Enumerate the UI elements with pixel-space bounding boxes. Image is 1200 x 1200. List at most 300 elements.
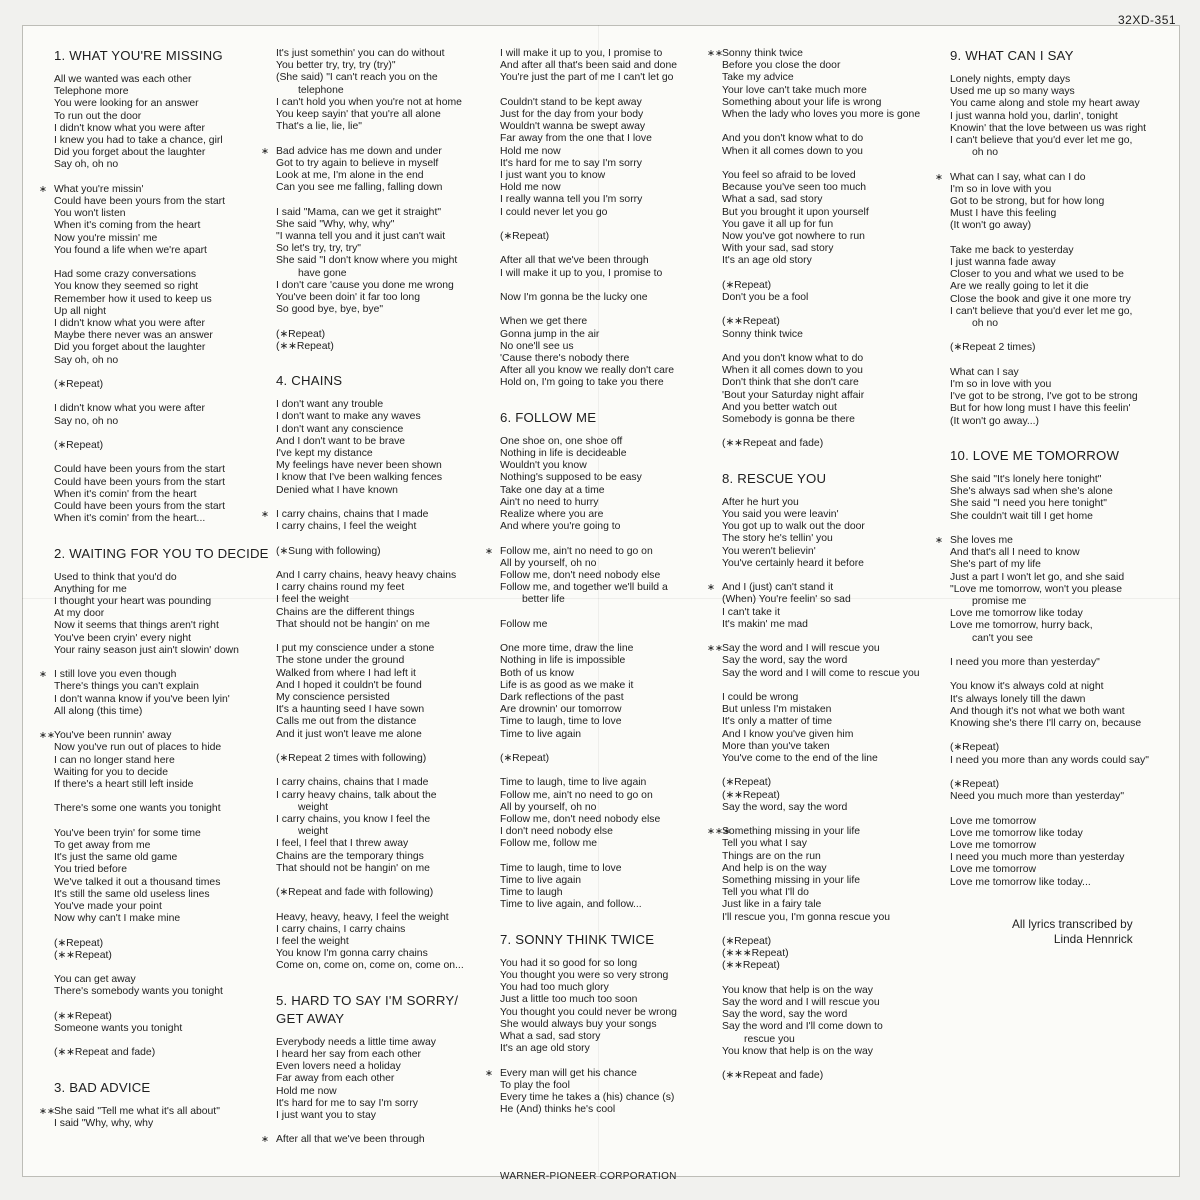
lyric-line: Your rainy season just ain't slowin' down [54,644,239,656]
stanza-gap [500,85,677,97]
lyric-line: Say the word and I will rescue you [722,997,880,1009]
lyric-line: Just for the day from your body [500,109,644,120]
lyric-line: I've kept my distance [276,448,373,460]
lyric-line: She said "Why, why, why" [276,218,395,230]
lyric-line: I knew you had to take a chance, girl [54,135,223,147]
lyric-line: You tried before [54,864,127,876]
lyric-line: You're just the part of me I can't let go [500,72,674,84]
lyric-line: I carry heavy chains, talk about the [276,789,437,801]
lyric-line: All by yourself, oh no [500,557,597,569]
lyric-line: I didn't know what you were after [54,122,205,134]
lyrics-column-1 [54,48,269,1130]
lyric-line: Everybody needs a little time away [276,1036,436,1048]
lyric-line: To play the fool [500,1079,570,1091]
stanza-gap [950,730,1149,742]
lyric-line: Could have been yours from the start [54,501,225,513]
lyric-line: Something about your life is wrong [722,96,882,108]
stanza-gap [722,765,920,777]
stanza-gap [54,999,269,1011]
lyric-line: (∗∗Repeat) [722,789,780,801]
lyric-line: (It won't go away) [950,220,1032,232]
lyric-line: You found a life when we're apart [54,244,207,256]
lyric-line: ∗ Every man will get his chance [500,1068,677,1080]
lyric-line: I need you much more than yesterday [950,852,1125,864]
lyric-line: Say no, oh no [54,415,119,427]
lyric-line: Could have been yours from the start [54,196,225,208]
song-title: 5. HARD TO SAY I'M SORRY/ [276,992,459,1008]
song-title: 4. CHAINS [276,373,343,389]
lyric-line: (∗Repeat) [722,279,772,291]
lyric-line: Heavy, heavy, heavy, I feel the weight [276,911,449,923]
lyric-line: I don't want to make any waves [276,411,421,423]
lyric-line: She said "I don't know where you might [276,255,458,267]
lyric-line: It's hard for me to say I'm sorry [500,157,642,169]
lyrics-column-2 [276,48,464,1147]
lyric-line: She's always sad when she's alone [950,486,1113,498]
lyric-line: She said "It's lonely here tonight" [950,474,1102,486]
lyric-line: It's just somethin' you can do without [276,48,445,59]
lyric-line: It's just the same old game [54,852,178,864]
lyric-line: I don't want any trouble [276,399,384,411]
lyric-line: And I don't want to be brave [276,435,406,447]
stanza-gap [276,1122,464,1134]
lyric-line: All we wanted was each other [54,74,192,85]
lyric-line: Chains are the different things [276,606,415,618]
lyric-line: After all that we've been through [500,255,649,267]
lyric-line: That should not be hangin' on me [276,618,430,630]
stanza-gap [54,428,269,440]
lyric-line: That should not be hangin' on me [276,862,430,874]
lyric-line: ∗ And I (just) can't stand it [722,582,920,594]
lyric-line: Say the word, say the word [722,655,848,667]
lyric-line: Love me tomorrow [950,840,1037,852]
stanza-gap [54,791,269,803]
lyric-line: Love me tomorrow like today [950,608,1083,620]
lyric-line: And I carry chains, heavy heavy chains [276,570,457,582]
lyric-line: I know that I've been walking fences [276,472,443,484]
lyrics-column-3 [500,48,677,1116]
lyric-line: I could be wrong [722,692,799,703]
lyric-line: And help is on the way [722,862,827,874]
lyric-line: I thought your heart was pounding [54,596,212,608]
lyric-line: You've been doin' it far too long [276,292,420,304]
lyric-line: I'm so in love with you [950,183,1052,195]
lyric-line: Something missing in your life [722,875,861,887]
lyric-line: Knowin' that the love between us was right [950,122,1147,134]
lyric-line: oh no [972,147,999,159]
lyric-line: You keep sayin' that you're all alone [276,109,441,121]
lyric-line: Denied what I have known [276,484,398,496]
lyric-line: Follow me, ain't no need to go on [500,789,653,801]
lyric-line: Love me tomorrow [950,864,1037,876]
lyric-line: It's a haunting seed I have sown [276,704,425,716]
lyric-line: I will make it up to you, I promise to [500,48,663,59]
lyric-line: (∗Repeat) [722,936,772,948]
stanza-gap [722,121,920,133]
lyric-line: You feel so afraid to be loved [722,170,856,181]
lyric-line: So good bye, bye, bye" [276,304,384,316]
stanza-gap [276,133,464,145]
lyric-line: (∗∗Repeat) [54,949,112,961]
lyric-line: Before you close the door [722,60,841,72]
lyric-line: Say oh, oh no [54,159,119,171]
lyric-line: It's always lonely till the dawn [950,693,1086,705]
lyric-line: (It won't go away...) [950,415,1039,427]
lyric-line: (∗Sung with following) [276,545,381,557]
lyric-line: "I wanna tell you and it just can't wait [276,231,446,243]
lyric-line: Hold on, I'm going to take you there [500,377,664,389]
lyric-line: Nothing's supposed to be easy [500,472,642,484]
lyric-line: Say the word and I'll come down to [722,1021,883,1033]
lyric-line: I can't believe that you'd ever let me go, [950,305,1133,317]
lyric-line: You came along and stole my heart away [950,98,1140,110]
stanza-gap [500,280,677,292]
lyric-line: Gonna jump in the air [500,328,600,340]
stanza-gap [500,1055,677,1067]
stanza-gap [722,304,920,316]
stanza-gap [722,451,920,463]
lyric-line: After he hurt you [722,496,799,508]
lyric-line: I didn't know what you were after [54,318,205,330]
lyric-line: (∗∗Repeat) [276,340,334,352]
lyric-line: After all you know we really don't care [500,365,675,377]
lyric-line: Things are on the run [722,850,821,862]
lyric-line: Dark reflections of the past [500,692,624,704]
lyric-line: ∗ Follow me, ain't no need to go on [500,546,677,558]
lyric-line: Are drownin' our tomorrow [500,704,622,716]
lyric-line: ∗ I carry chains, chains that I made [276,509,464,521]
lyric-line: weight [298,801,329,813]
lyric-line: Could have been yours from the start [54,464,225,476]
lyric-line: Hold me now [500,145,561,157]
lyric-line: It's an age old story [500,1043,590,1055]
lyric-line: (∗Repeat) [722,777,772,789]
lyric-line: Calls me out from the distance [276,716,417,728]
lyric-line: One more time, draw the line [500,643,634,655]
song-title: 6. FOLLOW ME [500,409,597,425]
lyric-line: Time to live again [500,728,582,740]
lyric-line: When we get there [500,316,588,328]
lyric-line: It's still the same old useless lines [54,888,210,900]
lyric-line: (∗∗Repeat) [722,960,780,972]
lyric-line: Life is as good as we make it [500,679,634,691]
lyric-line: Remember how it used to keep us [54,293,212,305]
lyric-line: But you brought it upon yourself [722,206,869,218]
stanza-gap [276,741,464,753]
stanza-gap [54,816,269,828]
stanza-gap [54,391,269,403]
lyric-line: And you don't know what to do [722,353,864,364]
lyric-line: ∗ What can I say, what can I do [950,172,1149,184]
lyrics-column-5 [950,48,1149,889]
lyric-line: Say the word, say the word [722,801,848,813]
lyric-line: Tell you what I'll do [722,887,809,899]
lyric-line: You got up to walk out the door [722,521,865,533]
lyric-line: We've talked it out a thousand times [54,876,221,888]
stanza-gap [54,1060,269,1072]
lyric-line: (∗Repeat) [500,231,550,243]
song-title: 1. WHAT YOU'RE MISSING [54,48,223,63]
stanza-gap [500,851,677,863]
lyric-line: And you don't know what to do [722,133,864,145]
lyric-line: Follow me, don't need nobody else [500,570,661,582]
lyric-line: I really wanna tell you I'm sorry [500,194,643,206]
lyric-line: (∗∗Repeat and fade) [722,438,824,450]
lyric-line: Time to laugh, time to love [500,862,622,874]
lyric-line: Now you've got nowhere to run [722,231,865,243]
stanza-gap [500,219,677,231]
lyric-line: Wouldn't you know [500,460,587,472]
lyric-line: (∗∗Repeat) [54,1010,112,1022]
lyrics-column-4 [722,48,920,1082]
lyric-line: If there's a heart still left inside [54,779,194,791]
lyric-line: But for how long must I have this feelin' [950,403,1131,415]
lyric-line: That's a lie, lie, lie" [276,121,362,133]
lyric-line: Love me tomorrow like today... [950,876,1091,888]
lyric-line: ∗ She loves me [950,535,1149,547]
lyric-line: Up all night [54,305,106,317]
stanza-gap [276,353,464,365]
lyric-line: 'Bout your Saturday night affair [722,389,865,401]
stanza-gap [950,803,1149,815]
lyric-line: It's only a matter of time [722,716,832,728]
lyric-line: Come on, come on, come on, come on... [276,960,464,972]
lyric-line: Follow me, follow me [500,838,598,850]
credit-name: Linda Hennrick [1053,932,1133,946]
lyric-line: He (And) thinks he's cool [500,1104,616,1116]
lyric-line: I don't wanna know if you've been lyin' [54,693,230,705]
lyric-line: So let's try, try, try" [276,243,361,255]
lyric-line: (∗Repeat) [950,742,1000,754]
lyric-line: You had it so good for so long [500,957,638,969]
lyric-line: When it all comes down to you [722,365,863,377]
lyric-line: Say the word, say the word [722,1009,848,1021]
lyric-line: My conscience persisted [276,692,390,704]
lyric-line: I don't need nobody else [500,826,613,838]
lyric-line: Couldn't stand to be kept away [500,96,642,108]
lyric-line: She couldn't wait till I get home [950,510,1093,522]
lyric-line: Sonny think twice [722,328,803,340]
lyric-line: Walked from where I had left it [276,667,416,679]
lyric-line: It's makin' me mad [722,618,808,630]
lyric-line: But unless I'm mistaken [722,704,832,716]
stanza-gap [276,497,464,509]
stanza-gap [54,525,269,537]
lyric-line: I just wanna hold you, darlin', tonight [950,110,1118,122]
lyric-line: Anything for me [54,583,127,595]
stanza-gap [950,159,1149,171]
lyric-line: ∗∗ Sonny think twice [722,48,920,60]
lyric-line: I feel the weight [276,594,349,606]
lyric-line: What a sad, sad story [500,1031,601,1043]
song-title: GET AWAY [276,1010,345,1026]
lyric-line: Used me up so many ways [950,86,1075,98]
lyric-line: I said "Mama, can we get it straight" [276,206,442,218]
lyric-line: ∗∗ You've been runnin' away [54,730,269,742]
stanza-gap [54,257,269,269]
song-title: 3. BAD ADVICE [54,1079,151,1095]
lyric-line: Even lovers need a holiday [276,1061,401,1073]
lyric-line: I will make it up to you, I promise to [500,267,663,279]
publisher-footer: WARNER-PIONEER CORPORATION [500,1171,677,1182]
lyric-line: She's part of my life [950,559,1041,571]
lyric-line: Knowing she's there I'll carry on, because [950,718,1142,730]
lyric-line: You can get away [54,974,136,986]
lyric-line: You gave it all up for fun [722,218,834,230]
lyric-line: Follow me, don't need nobody else [500,814,661,826]
lyric-line: ∗ Bad advice has me down and under [276,146,464,158]
stanza-gap [54,925,269,937]
lyric-line: There's some one wants you tonight [54,803,221,815]
lyric-line: oh no [972,318,999,330]
lyric-line: Take one day at a time [500,484,605,496]
stanza-gap [950,669,1149,681]
lyric-line: Now I'm gonna be the lucky one [500,292,648,303]
transcription-credit [1012,917,1133,947]
stanza-gap [276,194,464,206]
lyric-line: You won't listen [54,208,126,220]
lyric-line: Both of us know [500,667,574,679]
lyric-line: (∗∗∗Repeat) [722,948,789,960]
lyric-line: Nothing in life is decideable [500,448,627,459]
stanza-gap [950,233,1149,245]
song-title: 10. LOVE ME TOMORROW [950,448,1120,464]
lyric-line: All by yourself, oh no [500,801,597,813]
lyric-line: Closer to you and what we used to be [950,269,1124,281]
lyric-line: (∗Repeat) [950,779,1000,791]
lyric-line: What can I say [950,366,1019,378]
stanza-gap [276,558,464,570]
lyric-line: When it all comes down to you [722,145,863,157]
lyric-line: Ain't no need to hurry [500,496,599,508]
lyric-line: When it's comin' from the heart... [54,513,206,525]
lyric-line: ∗∗ She said "Tell me what it's all about" [54,1106,269,1118]
lyric-line: Waiting for you to decide [54,766,168,778]
stanza-gap [950,767,1149,779]
lyric-line: ∗ After all that we've been through [276,1134,464,1146]
stanza-gap [54,367,269,379]
stanza-gap [722,570,920,582]
lyric-line: It's hard for me to say I'm sorry [276,1097,418,1109]
lyric-line: Take me back to yesterday [950,244,1074,256]
lyric-line: I can't believe that you'd ever let me go, [950,135,1133,147]
lyric-line: Follow me [500,618,548,630]
lyric-line: Can you see me falling, falling down [276,182,443,194]
lyric-line: Hold me now [500,182,561,194]
lyric-line: Did you forget about the laughter [54,147,206,159]
lyric-line: I don't want any conscience [276,423,404,435]
lyric-line: I need you more than yesterday" [950,657,1100,669]
lyric-line: I'm so in love with you [950,379,1052,391]
lyric-line: I've got to be strong, I've got to be strong [950,391,1138,403]
lyric-line: I carry chains, chains that I made [276,777,429,789]
lyric-line: She said "I need you here tonight" [950,498,1107,510]
lyric-line: I could never let you go [500,206,608,218]
lyric-line: I feel, I feel that I threw away [276,838,409,850]
stanza-gap [950,330,1149,342]
lyric-line: And after all that's been said and done [500,60,678,72]
lyric-line: Time to laugh, time to love [500,716,622,728]
lyric-line: Are we really going to let it die [950,281,1089,293]
lyric-line: Just like in a fairy tale [722,899,822,911]
lyric-line: When it's comin' from the heart [54,488,197,500]
lyric-line: Lonely nights, empty days [950,74,1071,85]
stanza-gap [722,158,920,170]
lyric-line: Tell you what I say [722,838,807,850]
lyric-line: Just a little too much too soon [500,994,638,1006]
stanza-gap [500,631,677,643]
lyric-line: At my door [54,608,105,620]
lyric-line: 'Cause there's nobody there [500,353,630,364]
lyric-line: You've been cryin' every night [54,632,192,644]
lyric-line: Maybe there never was an answer [54,330,213,342]
lyric-line: I just wanna fade away [950,257,1056,269]
stanza-gap [950,523,1149,535]
stanza-gap [500,243,677,255]
lyric-line: Say the word and I will come to rescue you [722,667,920,679]
stanza-gap [276,533,464,545]
lyric-line: (∗Repeat) [54,937,104,949]
lyric-line: Now you're missin' me [54,232,158,244]
lyric-line: (∗∗Repeat) [722,316,780,328]
lyric-line: Chains are the temporary things [276,850,424,862]
lyric-line: Now you've run out of places to hide [54,742,222,754]
lyric-line: Someone wants you tonight [54,1023,183,1035]
lyric-line: Telephone more [54,86,129,98]
lyric-line: And where you're going to [500,521,621,533]
catalog-number: 32XD-351 [1118,13,1177,27]
stanza-gap [276,899,464,911]
stanza-gap [54,172,269,184]
stanza-gap [54,452,269,464]
lyric-line: (∗Repeat) [500,753,550,765]
lyric-line: can't you see [972,632,1033,644]
lyric-line: Time to live again [500,875,582,887]
lyric-line: telephone [298,84,344,96]
stanza-gap [950,428,1149,440]
lyric-line: I didn't know what you were after [54,403,205,415]
lyric-line: Realize where you are [500,509,604,521]
stanza-gap [276,973,464,985]
lyric-line: ∗∗ Say the word and I will rescue you [722,643,920,655]
lyric-line: No one'll see us [500,340,574,352]
lyric-line: (∗Repeat) [54,379,104,391]
lyric-line: You know I'm gonna carry chains [276,948,428,960]
lyric-line: I need you more than any words could say" [950,754,1149,766]
lyric-line: Every time he takes a (his) chance (s) [500,1092,675,1104]
lyric-line: I feel the weight [276,936,349,948]
lyric-line: Nothing in life is impossible [500,655,626,667]
lyric-line: I carry chains, I carry chains [276,923,406,935]
lyric-line: You were looking for an answer [54,98,199,110]
lyric-line: ∗ I still love you even though [54,669,269,681]
lyric-line: What a sad, sad story [722,194,823,206]
stanza-gap [500,912,677,924]
lyric-line: (She said) "I can't reach you on the [276,72,438,84]
lyric-line: To run out the door [54,110,142,122]
lyric-line: rescue you [744,1033,795,1045]
lyric-line: You know it's always cold at night [950,681,1104,693]
lyric-line: Follow me, and together we'll build a [500,582,668,594]
lyric-line: I put my conscience under a stone [276,643,435,655]
lyric-line: I carry chains round my feet [276,582,405,594]
stanza-gap [500,533,677,545]
lyric-line: To get away from me [54,840,151,852]
lyric-line: I can't take it [722,606,781,618]
lyric-line: Take my advice [722,72,794,84]
stanza-gap [276,316,464,328]
lyric-line: I can no longer stand here [54,754,175,766]
